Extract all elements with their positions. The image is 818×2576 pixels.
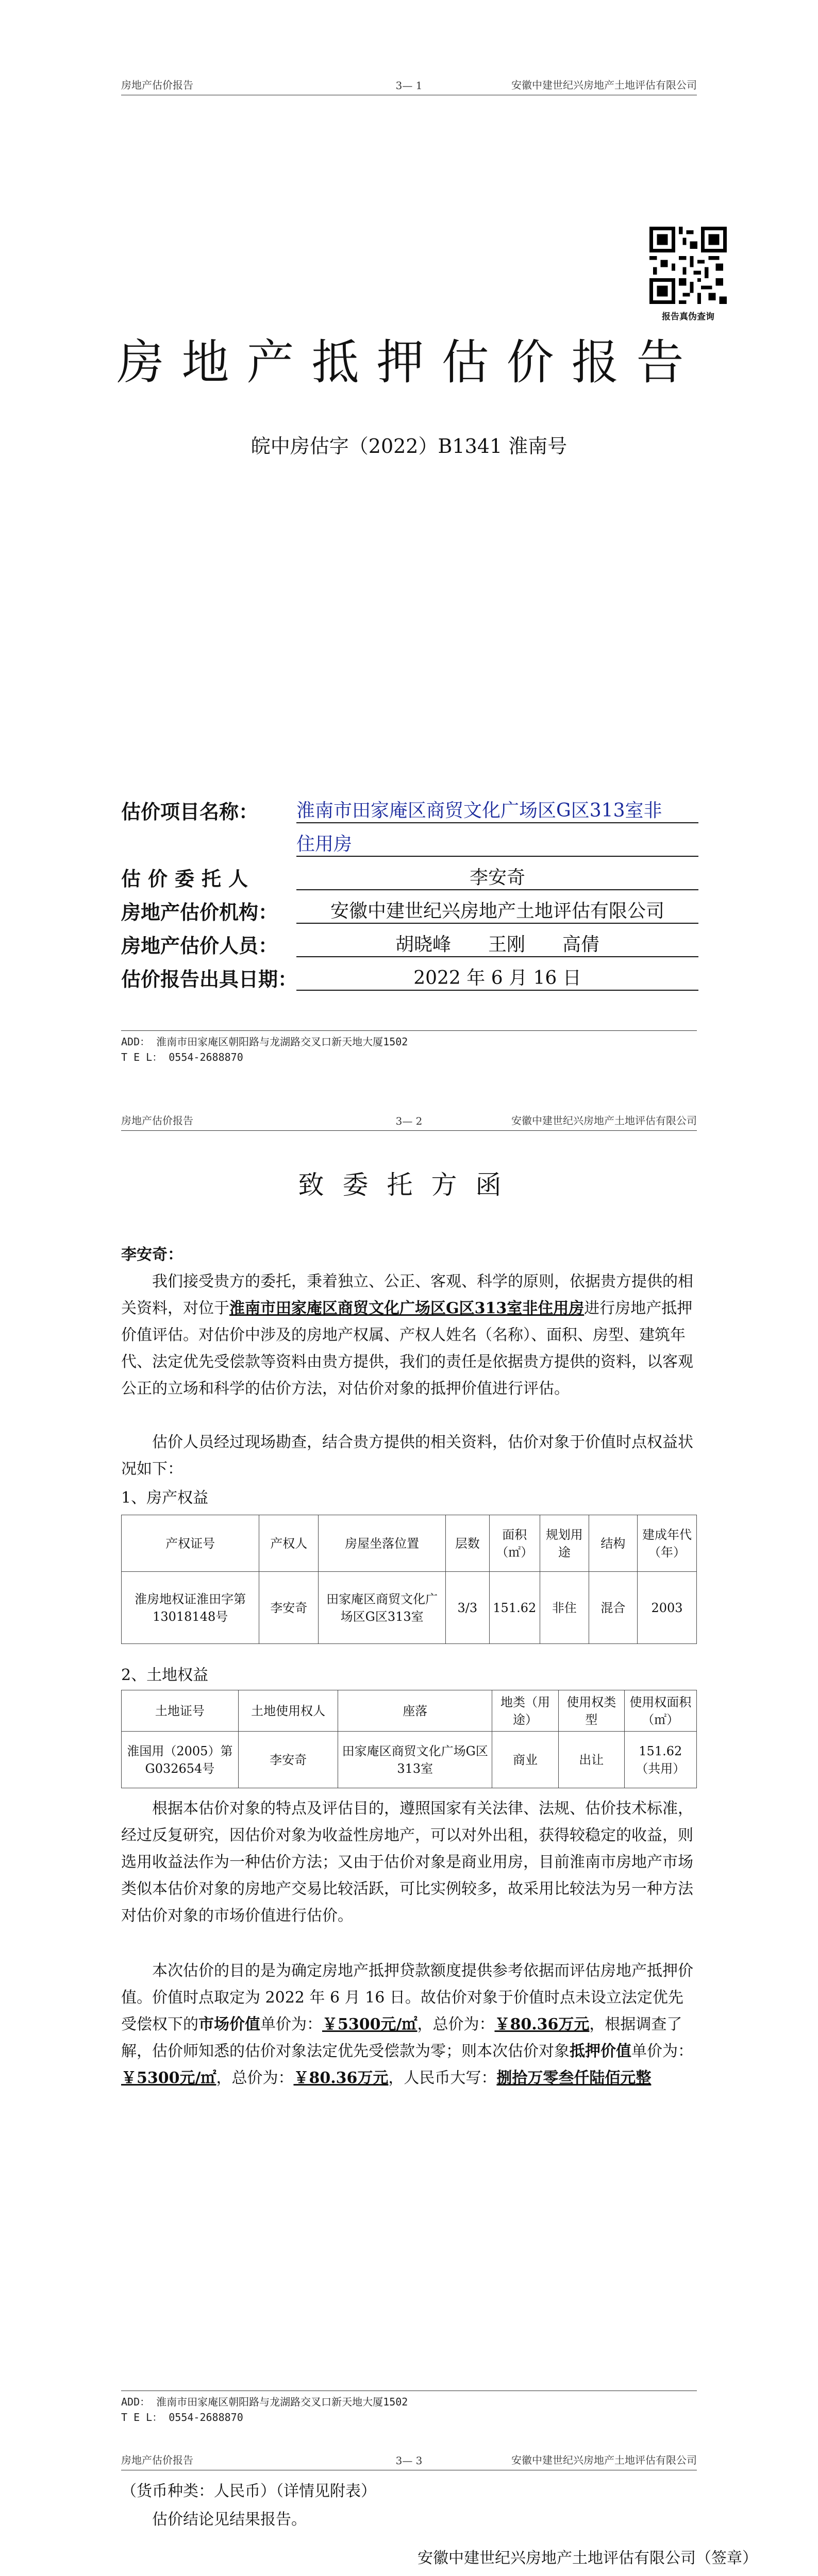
- cell-right-type: 出让: [558, 1732, 624, 1788]
- issue-date-value: 2022 年 6 月 16 日: [296, 963, 698, 991]
- th-right-type: 使用权类型: [558, 1690, 624, 1732]
- th-land-cert: 土地证号: [122, 1690, 239, 1732]
- currency-note: （货币种类：人民币）（详情见附表）: [121, 2482, 376, 2500]
- house-rights-table: [121, 1515, 697, 1644]
- page-footer: [121, 2391, 697, 2425]
- total-label: ，总价为：: [417, 2015, 495, 2033]
- issue-date-label: 估价报告出具日期：: [121, 968, 298, 991]
- table-row: [122, 1732, 697, 1788]
- mortgage-unit-price: ￥5300元/㎡: [121, 2069, 216, 2087]
- qr-code[interactable]: [649, 227, 727, 304]
- conclusion-page: [0, 2442, 818, 2576]
- header-right: 安徽中建世纪兴房地产土地评估有限公司: [511, 79, 697, 91]
- header-page-number: 3— 1: [395, 79, 423, 92]
- header-page-number: 3— 2: [395, 1115, 423, 1127]
- rights-intro: 估价人员经过现场勘查，结合贵方提供的相关资料，估价对象于价值时点权益状况如下：: [121, 1433, 693, 1478]
- mortgage-total: ￥80.36万元: [293, 2069, 389, 2087]
- method-paragraph: 根据本估价对象的特点及评估目的，遵照国家有关法律、法规、估价技术标准，经过反复研究，因估价对象为收益性房地产，可以对外出租，获得较稳定的收益，则选用收益法作为一种估价方法；又由于估价对象是商业用房，目前淮南市房地产市场类似本估价对象的房地产交易比较活跃，可比实例较多，故采用比较法为另一种方法对估价对象的市场价值进行估价。: [121, 1800, 693, 1925]
- cell-land-use: 商业: [492, 1732, 559, 1788]
- salutation: 李安奇：: [121, 1246, 183, 1264]
- header-page-number: 3— 3: [395, 2454, 423, 2467]
- value-text-a: 本次估价的目的是为确定房地产抵押贷款额度提供参考依据而评估房地产抵押价值。价值时点取定为 2022 年 6 月 16 日。故估价对象于价值时点未设立法定优先受偿权下的: [121, 1962, 693, 2033]
- page-header: [121, 1113, 697, 1131]
- amount-in-words: 捌拾万零叁仟陆佰元整: [496, 2069, 652, 2087]
- mortgage-value-label: 抵押价值: [570, 2042, 631, 2060]
- market-total: ￥80.36万元: [494, 2015, 590, 2033]
- th-land-use: 地类（用途）: [492, 1690, 559, 1732]
- cover-page: [0, 0, 818, 1103]
- page-header: [121, 2452, 697, 2470]
- footer-tel: T E L： 0554-2688870: [121, 1051, 243, 1063]
- client-label: 估价委托人: [121, 867, 256, 890]
- footer-address: ADD： 淮南市田家庵区朝阳路与龙湖路交叉口新天地大厦1502: [121, 1036, 408, 1048]
- cell-cert: 淮房地权证淮田字第13018148号: [122, 1572, 259, 1644]
- header-right: 安徽中建世纪兴房地产土地评估有限公司: [511, 1114, 697, 1127]
- mortgage-unit-price-label: 单价为：: [631, 2042, 693, 2060]
- agency-label: 房地产估价机构：: [121, 901, 278, 924]
- house-rights-heading: 1、房产权益: [121, 1489, 209, 1507]
- th-use: 规划用途: [540, 1515, 589, 1572]
- unit-price-label: 单价为：: [260, 2015, 322, 2033]
- letter-title: 致委托方函: [298, 1170, 520, 1200]
- th-structure: 结构: [589, 1515, 638, 1572]
- th-cert: 产权证号: [122, 1515, 259, 1572]
- qr-caption: 报告真伪查询: [662, 312, 714, 322]
- market-value-label: 市场价值: [198, 2015, 260, 2033]
- firm-signature: 安徽中建世纪兴房地产土地评估有限公司（签章）: [418, 2549, 758, 2567]
- value-text-b: ，根据调查了解，估价师知悉的估价对象法定优先受偿款为零；则本次估价对象: [121, 2015, 682, 2060]
- letter-page: [0, 1103, 818, 2442]
- cell-built-year: 2003: [638, 1572, 697, 1644]
- cell-land-user: 李安奇: [238, 1732, 338, 1788]
- land-rights-heading: 2、土地权益: [121, 1666, 209, 1684]
- th-land-user: 土地使用权人: [238, 1690, 338, 1732]
- rmb-label: ，人民币大写：: [388, 2069, 497, 2087]
- footer-tel: T E L： 0554-2688870: [121, 2411, 243, 2424]
- appraisers-value: 胡晓峰 王刚 高倩: [296, 930, 698, 957]
- th-floors: 层数: [446, 1515, 489, 1572]
- report-ref-number: 皖中房估字（2022）B1341 淮南号: [251, 435, 567, 457]
- project-name-value-line2: 住用房: [296, 829, 698, 857]
- header-left: 房地产估价报告: [121, 2454, 193, 2466]
- header-right: 安徽中建世纪兴房地产土地评估有限公司: [511, 2454, 697, 2466]
- cell-use: 非住: [540, 1572, 589, 1644]
- mortgage-total-label: ，总价为：: [216, 2069, 294, 2087]
- appraisers-label: 房地产估价人员：: [121, 934, 278, 957]
- market-unit-price: ￥5300元/㎡: [322, 2015, 418, 2033]
- intro-paragraph: 我们接受贵方的委托，秉着独立、公正、客观、科学的原则，依据贵方提供的相关资料，对位于淮南市田家庵区商贸文化广场区G区313室非住用房进行房地产抵押价值评估。对估价中涉及的房地产权属、产权人姓名（名称）、面积、房型、建筑年代、法定优先受偿款等资料由贵方提供，我们的责任是依据贵方提供的资料，以客观公正的立场和科学的估价方法，对估价对象的抵押价值进行评估。: [121, 1273, 693, 1398]
- header-left: 房地产估价报告: [121, 79, 193, 91]
- land-rights-table: [121, 1690, 697, 1788]
- th-built-year: 建成年代（年）: [638, 1515, 697, 1572]
- client-value: 李安奇: [296, 863, 698, 890]
- conclusion-line: 估价结论见结果报告。: [152, 2511, 307, 2529]
- cell-structure: 混合: [589, 1572, 638, 1644]
- cell-location: 田家庵区商贸文化广场区G区313室: [319, 1572, 446, 1644]
- th-owner: 产权人: [259, 1515, 319, 1572]
- th-area: 面积（㎡）: [489, 1515, 540, 1572]
- report-title: 房地产抵押估价报告: [116, 335, 702, 390]
- project-name-label: 估价项目名称：: [121, 800, 259, 823]
- cell-owner: 李安奇: [259, 1572, 319, 1644]
- th-right-area: 使用权面积（㎡）: [624, 1690, 696, 1732]
- page-header: [121, 77, 697, 95]
- th-land-location: 座落: [338, 1690, 492, 1732]
- cell-land-cert: 淮国用（2005）第G032654号: [122, 1732, 239, 1788]
- page-footer: [121, 1030, 697, 1065]
- cell-land-location: 田家庵区商贸文化广场G区313室: [338, 1732, 492, 1788]
- header-left: 房地产估价报告: [121, 1114, 193, 1127]
- th-location: 房屋坐落位置: [319, 1515, 446, 1572]
- agency-value: 安徽中建世纪兴房地产土地评估有限公司: [296, 896, 698, 924]
- property-address: 淮南市田家庵区商贸文化广场区G区313室非住用房: [229, 1299, 585, 1317]
- table-row: [122, 1572, 697, 1644]
- value-paragraph: [121, 1958, 697, 2092]
- cell-right-area: 151.62（共用）: [624, 1732, 696, 1788]
- cell-floors: 3/3: [446, 1572, 489, 1644]
- footer-address: ADD： 淮南市田家庵区朝阳路与龙湖路交叉口新天地大厦1502: [121, 2396, 408, 2408]
- cell-area: 151.62: [489, 1572, 540, 1644]
- project-name-value: 淮南市田家庵区商贸文化广场区G区313室非: [296, 796, 698, 823]
